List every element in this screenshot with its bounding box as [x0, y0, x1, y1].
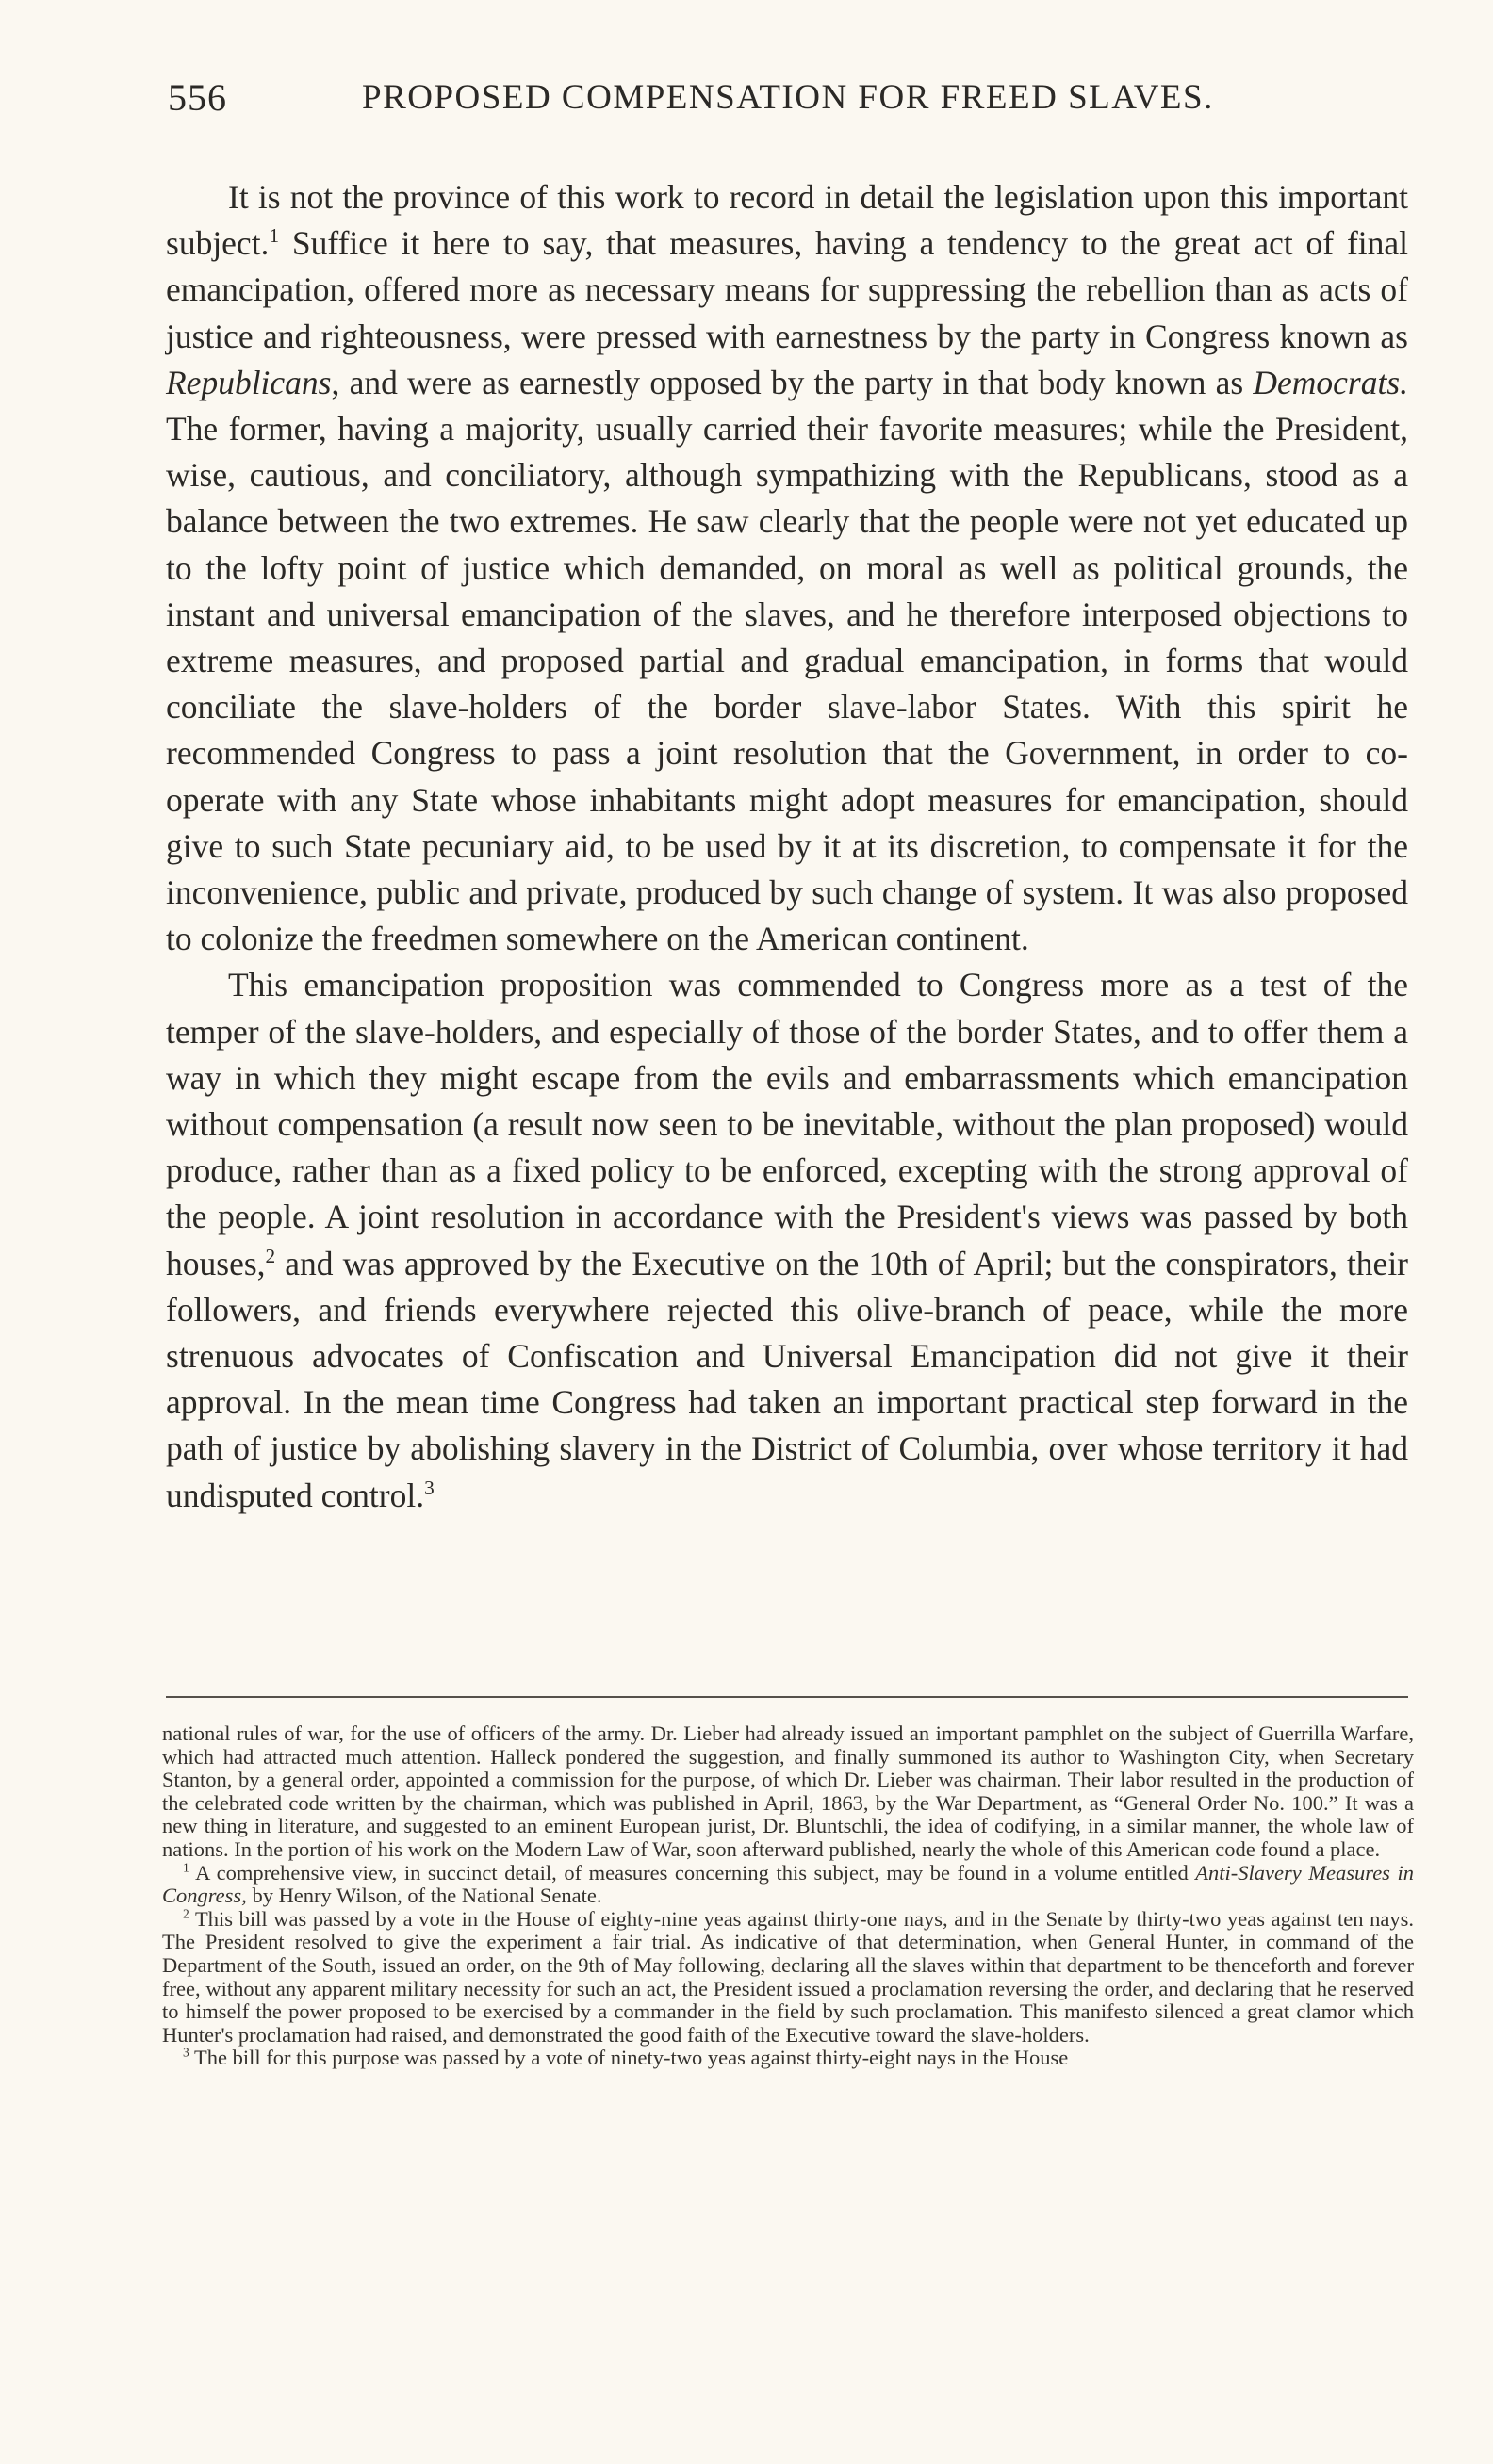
- footnote-3-text: The bill for this purpose was passed by a vote of ninety-two yeas against thirty-eight nays in the House: [189, 2046, 1069, 2070]
- footnote-1-marker: 1: [183, 1860, 189, 1875]
- footnote-ref-1: 1: [269, 224, 280, 248]
- paragraph-1-text-d: The former, having a majority, usually carried their favorite measures; while the President, wise, cautious, and conciliatory, although sympathizing with the Republicans, stood as a balance between the two extremes. He saw clearly that the people were not yet educated up to the lofty point of justice which demanded, on moral as well as political grounds, the instant and universal emancipation of the slaves, and he therefore interposed objections to extreme measures, and proposed partial and gradual emancipation, in forms that would conciliate the slave-holders of the border slave-labor States. With this spirit he recommended Congress to pass a joint resolution that the Government, in order to co-operate with any State whose inhabitants might adopt measures for emancipation, should give to such State pecuniary aid, to be used by it at its discretion, to compensate it for the inconvenience, public and private, produced by such change of system. It was also proposed to colonize the freedmen somewhere on the American continent.: [166, 410, 1408, 958]
- term-democrats: Democrats.: [1253, 363, 1408, 401]
- footnote-continued: national rules of war, for the use of officers of the army. Dr. Lieber had already issued an important pamphlet on the subject of Guerrilla Warfare, which had attracted much attention. Halleck pondered the suggestion, and finally summoned its author to Washington City, when Secretary Stanton, by a general order, appointed a commission for the purpose, of which Dr. Lieber was chairman. Their labor resulted in the production of the celebrated code written by the chairman, which was published in April, 1863, by the War Department, as “General Order No. 100.” It was a new thing in literature, and suggested to an eminent European jurist, Dr. Bluntschli, the idea of codifying, in a similar manner, the whole law of nations. In the portion of his work on the Modern Law of War, soon afterward published, nearly the whole of this American code found a place.: [162, 1722, 1414, 1861]
- footnote-2-text: This bill was passed by a vote in the House of eighty-nine yeas against thirty-one nays, and in the Senate by thirty-two yeas against ten nays. The President resolved to give the experiment a fair trial. As indicative of that determination, when General Hunter, in command of the Department of the South, issued an order, on the 9th of May following, declaring all the slaves within that department to be thenceforth and forever free, without any apparent military necessity for such an act, the President issued a proclamation reversing the order, and declaring that he reserved to himself the power proposed to be exercised by a commander in the field by such proclamation. This manifesto silenced a great clamor which Hunter's proclamation had raised, and demonstrated the good faith of the Executive toward the slave-holders.: [162, 1906, 1414, 2047]
- paragraph-1: [166, 174, 1408, 962]
- footnote-1: [162, 1862, 1414, 1908]
- footnote-1-text-b: by Henry Wilson, of the National Senate.: [246, 1884, 602, 1908]
- running-title: PROPOSED COMPENSATION FOR FREED SLAVES.: [362, 78, 1214, 117]
- footnotes: [162, 1722, 1414, 2070]
- footnote-1-text-a: A comprehensive view, in succinct detail, of measures concerning this subject, may be found in a volume entitled: [189, 1860, 1196, 1885]
- paragraph-2-text-a: This emancipation proposition was commended to Congress more as a test of the temper of the slave-holders, and especially of those of the border States, and to offer them a way in which they might escape from the evils and embarrassments which emancipation without compensation (a result now seen to be inevitable, without the plan proposed) would produce, rather than as a fixed policy to be enforced, excepting with the strong approval of the people. A joint resolution in accordance with the President's views was passed by both houses,: [166, 966, 1408, 1282]
- paragraph-1-text-c: , and were as earnestly opposed by the party in that body known as: [331, 363, 1254, 401]
- footnote-divider: [166, 1696, 1408, 1698]
- term-republicans: Republicans: [166, 363, 332, 401]
- footnote-2-marker: 2: [183, 1906, 189, 1921]
- footnote-ref-3: 3: [424, 1476, 435, 1499]
- footnote-3: [162, 2047, 1414, 2070]
- paragraph-2-text-b: and was approved by the Executive on the 10th of April; but the conspirators, their followers, and friends everywhere rejected this olive-branch of peace, while the more strenuous advocates of Confiscation and Universal Emancipation did not give it their approval. In the mean time Congress had taken an important practical step forward in the path of justice by abolishing slavery in the District of Columbia, over whose territory it had undisputed control.: [166, 1244, 1408, 1514]
- page-number: 556: [168, 76, 227, 119]
- paragraph-1-text-a: It is not the province of this work to record in detail the legislation upon this important subject.: [166, 178, 1408, 263]
- running-head: [168, 75, 1412, 132]
- footnote-ref-2: 2: [265, 1244, 276, 1267]
- paragraph-1-text-b: Suffice it here to say, that measures, having a tendency to the great act of final emancipation, offered more as necessary means for suppressing the rebellion than as acts of justice and righteousness, were pressed with earnestness by the party in Congress known as: [166, 224, 1408, 355]
- footnote-1-book-title: Anti-Slavery Measures in Congress,: [162, 1860, 1414, 1908]
- footnote-3-marker: 3: [183, 2045, 189, 2060]
- footnote-2: [162, 1908, 1414, 2048]
- main-text: [166, 174, 1408, 1519]
- paragraph-2: [166, 962, 1408, 1518]
